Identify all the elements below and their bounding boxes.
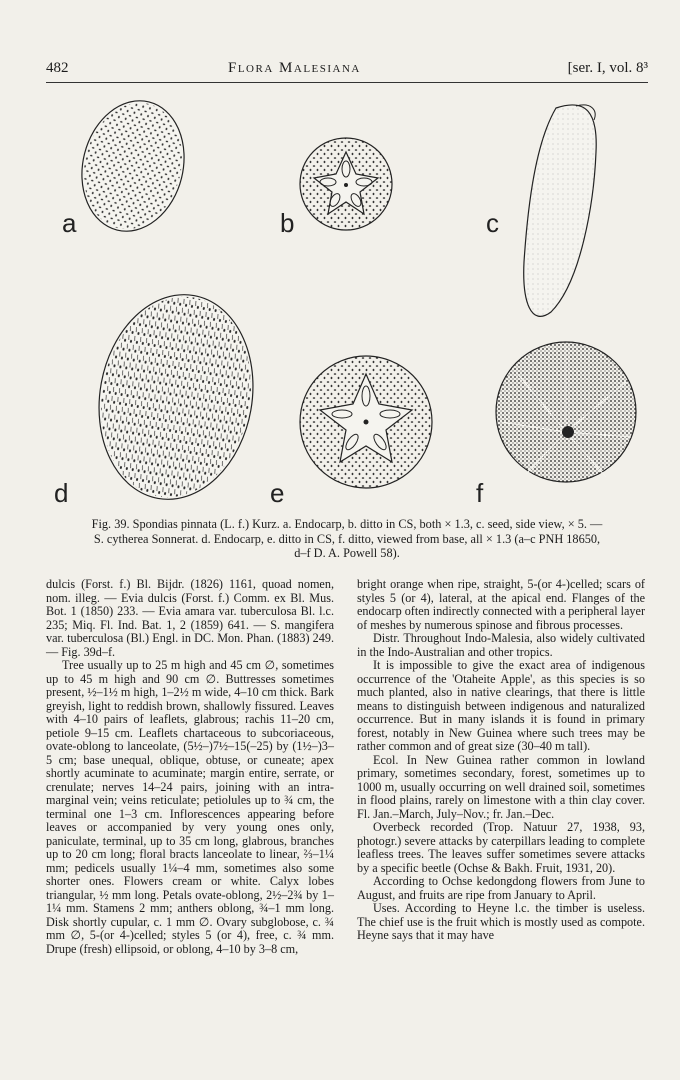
figure-label-e: e <box>270 478 285 508</box>
indigenous-paragraph: It is impossible to give the exact area of indigenous occurrence of the 'Otaheite Apple', as this species is so much planted, also in native clearings, that there is little means to distinguish between indigenous and naturalized occurrence. But in many islands it is found in primary forest, notably in New Guinea where such trees may be rather common and of great size (30–40 m tall). <box>357 658 645 753</box>
caption-line: d–f D. A. Powell 58). <box>294 546 400 561</box>
overbeck-paragraph: Overbeck recorded (Trop. Natuur 27, 1938, 93, photogr.) severe attacks by caterpillars leading to complete leafless trees. The leaves suffer sometimes severe attacks by a specific beetle (Ochse & Bakh. Fruit, 1931, 20). <box>357 820 645 875</box>
caption-line: S. cytherea Sonnerat. d. Endocarp, e. ditto in CS, f. ditto, viewed from base, all × 1.3 (a–c PNH 18650, <box>93 531 601 546</box>
figure-label-b: b <box>280 208 295 238</box>
page-number: 482 <box>46 60 69 76</box>
drawing-b-cross-section <box>300 138 392 230</box>
figure-label-c: c <box>486 208 499 238</box>
figure-39 <box>46 92 648 512</box>
drawing-e-cross-section <box>300 356 432 488</box>
description-paragraph: Tree usually up to 25 m high and 45 cm ∅, sometimes up to 45 m high and 90 cm ∅. Buttresses sometimes present, ½–1½ m high, 1–2½ m wide, 4–10 cm thick. Bark greyish, light to reddish brown, shallowly fissured. Leaves with 4–10 pairs of leaflets, glabrous; rachis 11–20 cm, petiole 9–15 cm. Leaflets chartaceous to subcoriaceous, ovate-oblong to lanceolate, (5½–)7½–15(–25) by (1½–)3–5 cm; base unequal, oblique, obtuse, or cuneate; apex shortly acuminate to acuminate; margin entire, serrate, or crenulate; nerves 14–24 pairs, joining with an intra-marginal vein; veins reticulate; petiolules up to ¾ cm, the terminal one 1–3 cm. Inflorescences appearing before leaves or accompanied by very young ones only, paniculate, terminal, up to 35 cm long, glabrous, branches up to 20 cm long; floral bracts lanceolate to linear, ⅔–1¼ mm; pedicels usually 1¼–4 mm, sometimes also some shorter ones. Flowers cream or white. Calyx lobes triangular, ½ mm long. Petals ovate-oblong, 2½–2¾ by 1–1¼ mm. Stamens 2 mm; anthers oblong, ¾–1 mm long. Disk shortly cupular, c. 1 mm ∅. Ovary subglobose, c. ¾ mm ∅, 5-(or 4-)celled; styles 5 (or 4), free, c. ¾ mm. Drupe (fresh) ellipsoid, or oblong, 4–10 by 3–8 cm, <box>46 658 334 956</box>
drawing-d-endocarp <box>83 282 268 511</box>
drawing-a-endocarp <box>69 92 198 242</box>
figure-caption <box>46 517 648 561</box>
running-title: Flora Malesiana <box>228 60 361 76</box>
figure-label-d: d <box>54 478 69 508</box>
ochse-paragraph: According to Ochse kedongdong flowers from June to August, and fruits are ripe from January to April. <box>357 874 645 902</box>
drupe-paragraph: bright orange when ripe, straight, 5-(or 4-)celled; scars of styles 5 (or 4), lateral, at the apical end. Flanges of the endocarp often indirectly connected with a peripheral layer of meshes by numerous spinose and fibrous processes. <box>357 577 645 632</box>
running-header <box>46 60 648 83</box>
ecology-paragraph: Ecol. In New Guinea rather common in lowland primary, sometimes secondary, forest, sometimes up to 1000 m, usually occurring on well drained soil, sometimes in flood plains, rarely on limestone with a thin clay cover. Fl. Jan.–March, July–Nov.; fr. Jan.–Dec. <box>357 752 645 821</box>
figure-label-a: a <box>62 208 77 238</box>
left-column <box>46 578 334 956</box>
figure-label-f: f <box>476 478 484 508</box>
drawing-f-base-view <box>496 342 636 482</box>
figure-illustration <box>46 92 648 512</box>
uses-paragraph: Uses. According to Heyne l.c. the timber is useless. The chief use is the fruit which is mostly used as compote. Heyne says that it may have <box>357 901 645 942</box>
drawing-c-seed <box>524 105 596 317</box>
caption-line: Fig. 39. Spondias pinnata (L. f.) Kurz. a. Endocarp, b. ditto in CS, both × 1.3, c. seed, side view, × 5. — <box>91 517 603 531</box>
series-volume: [ser. I, vol. 8³ <box>567 60 648 76</box>
right-column <box>357 578 645 943</box>
synonymy-paragraph: dulcis (Forst. f.) Bl. Bijdr. (1826) 1161, quoad nomen, nom. illeg. — Evia dulcis (Forst. f.) Comm. ex Bl. Mus. Bot. 1 (1850) 233. — Evia amara var. tuberculosa Bl. l.c. 235; Miq. Fl. Ind. Bat. 1, 2 (1859) 641. — S. mangifera var. tuberculosa (Bl.) Engl. in DC. Mon. Phan. (1883) 249. — Fig. 39d–f. <box>46 577 334 659</box>
distribution-paragraph: Distr. Throughout Indo-Malesia, also widely cultivated in the Indo-Australian and other tropics. <box>357 631 645 659</box>
